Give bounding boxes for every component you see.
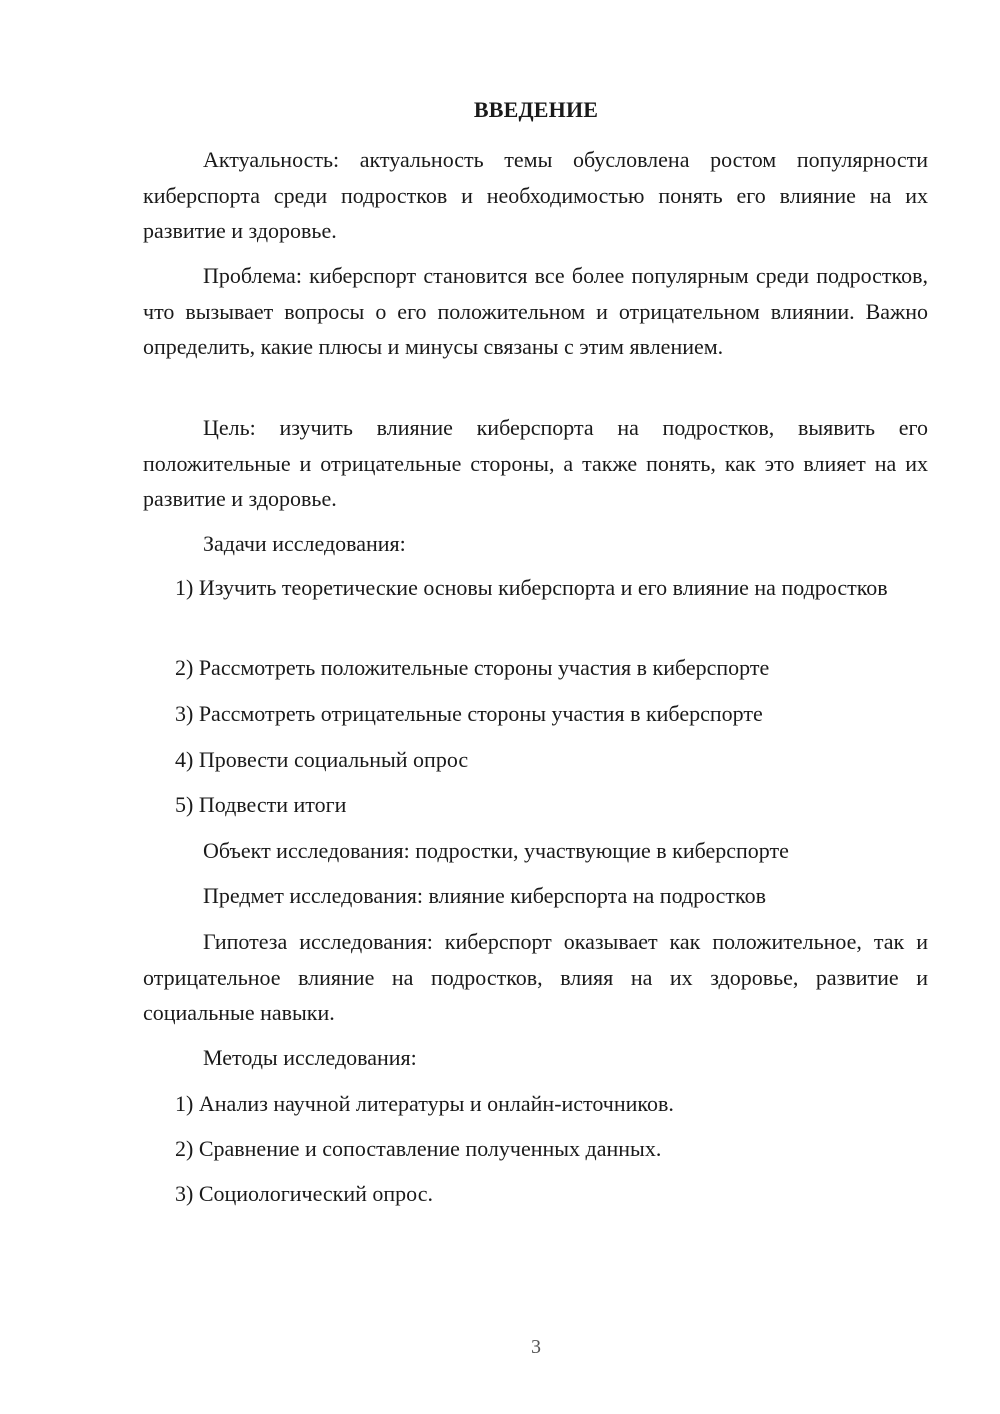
list-item: 2) Сравнение и сопоставление полученных данных. <box>175 1136 662 1161</box>
list-item: 3) Социологический опрос. <box>175 1181 433 1206</box>
hypothesis-paragraph <box>143 924 928 1031</box>
list-item: 1) Изучить теоретические основы киберспорта и его влияние на подростков <box>175 575 888 600</box>
page-number: 3 <box>531 1336 541 1358</box>
goal-text: Цель: изучить влияние киберспорта на подростков, выявить его положительные и отрицательные стороны, а также понять, как это влияет на их развитие и здоровье. <box>143 415 928 511</box>
method-item-1 <box>143 1086 928 1122</box>
subject-paragraph <box>143 878 928 914</box>
task-item-5 <box>143 787 928 823</box>
relevance-paragraph <box>143 142 928 249</box>
list-item: 3) Рассмотреть отрицательные стороны участия в киберспорте <box>175 701 763 726</box>
goal-paragraph <box>143 410 928 517</box>
method-item-3 <box>143 1176 928 1212</box>
hypothesis-text: Гипотеза исследования: киберспорт оказывает как положительное, так и отрицательное влияние на подростков, влияя на их здоровье, развитие и социальные навыки. <box>143 929 928 1025</box>
list-item: 1) Анализ научной литературы и онлайн-источников. <box>175 1091 674 1116</box>
task-item-3 <box>143 696 928 732</box>
methods-heading: Методы исследования: <box>203 1045 417 1070</box>
method-item-2 <box>143 1131 928 1167</box>
list-item: 2) Рассмотреть положительные стороны участия в киберспорте <box>175 655 770 680</box>
methods-section <box>143 1040 928 1076</box>
relevance-text: Актуальность: актуальность темы обусловлена ростом популярности киберспорта среди подростков и необходимостью понять его влияние на их развитие и здоровье. <box>143 147 928 243</box>
object-text: Объект исследования: подростки, участвующие в киберспорте <box>203 838 789 863</box>
object-paragraph <box>143 833 928 869</box>
list-item: 5) Подвести итоги <box>175 792 347 817</box>
problem-paragraph <box>143 258 928 365</box>
task-item-1 <box>143 570 928 606</box>
subject-text: Предмет исследования: влияние киберспорта на подростков <box>203 883 767 908</box>
task-item-4 <box>143 742 928 778</box>
tasks-section <box>143 526 928 562</box>
page-title: ВВЕДЕНИЕ <box>473 97 599 122</box>
tasks-heading: Задачи исследования: <box>203 531 406 556</box>
task-item-2 <box>143 650 928 686</box>
problem-text: Проблема: киберспорт становится все более популярным среди подростков, что вызывает вопросы о его положительном и отрицательном влиянии. Важно определить, какие плюсы и минусы связаны с этим явлением. <box>143 263 928 359</box>
list-item: 4) Провести социальный опрос <box>175 747 469 772</box>
